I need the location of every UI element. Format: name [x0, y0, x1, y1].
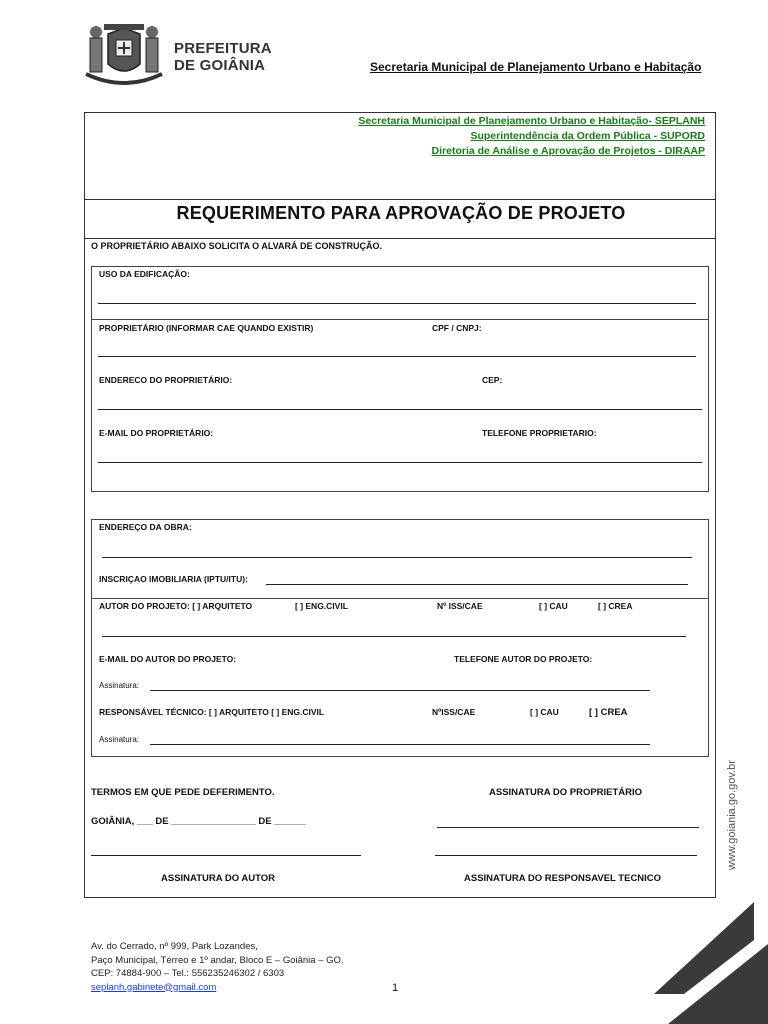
endereco-prop-label: ENDERECO DO PROPRIETÁRIO:: [99, 375, 233, 385]
assinatura-autor-label: Assinatura:: [99, 681, 140, 690]
endereco-obra-field[interactable]: [102, 557, 692, 558]
intro-text: O PROPRIETÁRIO ABAIXO SOLICITA O ALVARÁ DE CONSTRUÇÃO.: [91, 241, 383, 251]
assinatura-autor-field[interactable]: [150, 690, 650, 691]
autor-label: AUTOR DO PROJETO: [ ] ARQUITETO: [99, 601, 253, 611]
org-line-1: Secretaria Municipal de Planejamento Urbano e Habitação- SEPLANH: [358, 115, 705, 127]
resp-iss-label: NºISS/CAE: [432, 707, 476, 717]
endereco-obra-label: ENDEREÇO DA OBRA:: [99, 522, 192, 532]
ass-resp-field[interactable]: [435, 855, 697, 856]
footer-line-1: Av. do Cerrado, nº 999, Park Lozandes,: [91, 941, 258, 952]
autor-cau-option[interactable]: [ ] CAU: [539, 601, 568, 611]
footer-address: [91, 940, 344, 994]
divider: [92, 319, 708, 320]
divider: [85, 238, 715, 239]
resp-label: RESPONSÁVEL TÉCNICO: [ ] ARQUITETO [ ] ENG.CIVIL: [99, 707, 325, 717]
endereco-prop-field[interactable]: [98, 409, 702, 410]
resp-cau-option[interactable]: [ ] CAU: [530, 707, 559, 717]
page-number: 1: [392, 982, 399, 994]
tel-prop-label: TELEFONE PROPRIETARIO:: [482, 428, 597, 438]
termos-text: TERMOS EM QUE PEDE DEFERIMENTO.: [91, 787, 275, 798]
prefeitura-logo: [78, 20, 272, 92]
owner-section: [91, 266, 709, 492]
cep-label: CEP:: [482, 375, 503, 385]
date-line[interactable]: GOIÂNIA, ___ DE ________________ DE ______: [91, 816, 306, 827]
divider: [92, 598, 708, 599]
ass-prop-label: ASSINATURA DO PROPRIETÁRIO: [489, 787, 643, 798]
divider: [85, 199, 715, 200]
proprietario-field[interactable]: [98, 356, 696, 357]
form-title: REQUERIMENTO PARA APROVAÇÃO DE PROJETO: [176, 203, 626, 223]
footer-line-2: Paço Municipal, Térreo e 1º andar, Bloco E – Goiânia – GO.: [91, 954, 344, 966]
ass-autor-label: ASSINATURA DO AUTOR: [161, 873, 275, 884]
cpf-label: CPF / CNPJ:: [432, 323, 482, 333]
logo-line-1: PREFEITURA: [174, 40, 272, 57]
assinatura-resp-label: Assinatura:: [99, 735, 140, 744]
logo-line-2: DE GOIÂNIA: [174, 57, 266, 74]
project-section: [91, 519, 709, 757]
coat-of-arms-icon: [78, 20, 170, 92]
autor-field[interactable]: [102, 636, 686, 637]
website-url: www.goiania.go.gov.br: [726, 760, 738, 870]
autor-crea-option[interactable]: [ ] CREA: [598, 601, 633, 611]
proprietario-label: PROPRIETÁRIO (INFORMAR CAE QUANDO EXISTIR): [99, 323, 314, 333]
email-autor-label: E-MAIL DO AUTOR DO PROJETO:: [99, 654, 237, 664]
org-line-3: Diretoria de Análise e Aprovação de Projetos - DIRAAP: [431, 145, 705, 157]
footer-email-link[interactable]: seplanh.gabinete@gmail.com: [91, 981, 217, 993]
form-frame: [84, 112, 716, 898]
ass-autor-field[interactable]: [91, 855, 361, 856]
assinatura-resp-field[interactable]: [150, 744, 650, 745]
inscricao-field[interactable]: [266, 584, 688, 585]
corner-decoration-icon: [654, 900, 768, 1024]
email-prop-field[interactable]: [98, 462, 702, 463]
ass-resp-label: ASSINATURA DO RESPONSAVEL TECNICO: [464, 873, 662, 884]
ass-prop-field[interactable]: [437, 827, 699, 828]
email-prop-label: E-MAIL DO PROPRIETÁRIO:: [99, 428, 214, 438]
department-header: Secretaria Municipal de Planejamento Urbano e Habitação: [370, 60, 702, 74]
autor-iss-label: Nº ISS/CAE: [437, 601, 483, 611]
inscricao-label: INSCRIÇAO IMOBILIARIA (IPTU/ITU):: [99, 574, 248, 584]
uso-field[interactable]: [98, 303, 696, 304]
footer-line-3: CEP: 74884-900 – Tel.: 556235246302 / 6303: [91, 968, 285, 979]
autor-eng-option[interactable]: [ ] ENG.CIVIL: [295, 601, 348, 611]
resp-crea-option[interactable]: [ ] CREA: [589, 707, 628, 718]
org-line-2: Superintendência da Ordem Pública - SUPORD: [470, 130, 705, 142]
tel-autor-label: TELEFONE AUTOR DO PROJETO:: [454, 654, 593, 664]
uso-label: USO DA EDIFICAÇÃO:: [99, 269, 190, 279]
